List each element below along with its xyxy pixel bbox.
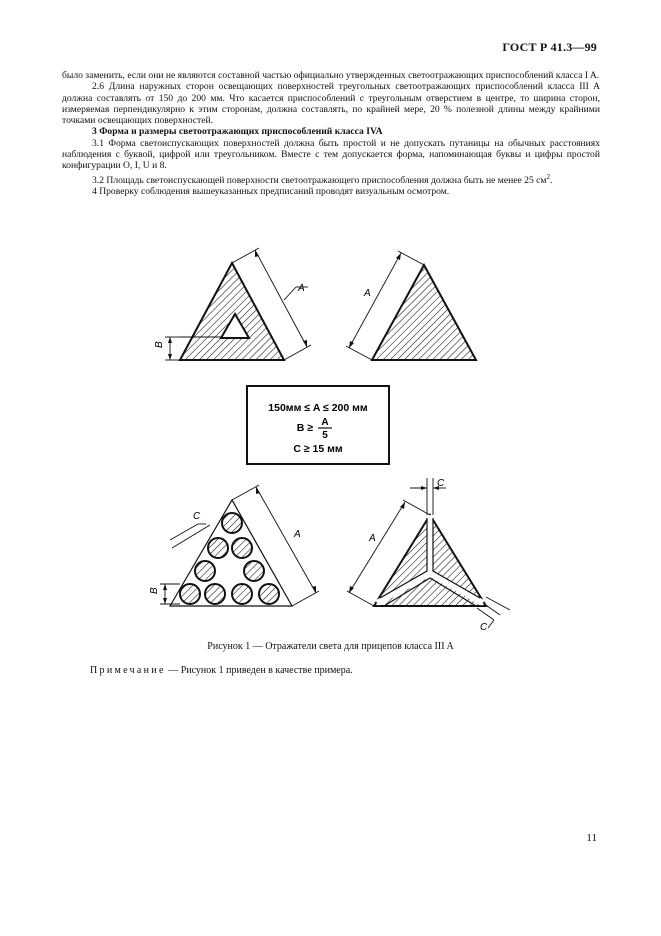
dimension-label-a-4: A: [369, 533, 376, 544]
document-header: ГОСТ Р 41.3—99: [502, 40, 597, 54]
figure-1: [0, 238, 661, 638]
dimension-label-c-2: C: [437, 478, 445, 489]
paragraph-2-6: 2.6 Длина наружных сторон освещающих поверхностей треугольных светоотражающих приспособлений класса III A должна составлять от 150 до 200 мм. Что касается приспособлений с треугольным отверстием в центре, то ширина сторон, измеряемая перпендикулярно к этим сторонам, должна составлять, по крайней мере, 20 % полезной длины между крайними точками освещающих поверхностей.: [62, 81, 600, 127]
triangle-reflector-solid: [346, 251, 476, 360]
dimension-label-c-1: C: [193, 511, 201, 522]
triangle-reflector-segmented: [347, 478, 510, 628]
note: [90, 665, 353, 676]
dimension-label-a-1: A: [298, 283, 305, 294]
paragraph-3-2-text: 3.2 Площадь светоиспускающей поверхности светоотражающего приспособления должна быть не менее 25 см: [92, 174, 547, 186]
dimension-label-c-3: C: [480, 622, 488, 633]
dimension-formula-box: [247, 386, 389, 464]
triangle-reflector-circles: [160, 485, 319, 606]
formula-b-numerator: A: [321, 417, 329, 428]
paragraph-3-1: 3.1 Форма светоиспускающих поверхностей должна быть простой и не допускать путаницы на обычных расстояниях наблюдения с буквой, цифрой или треугольником. Вместе с тем допускается форма, напоминающая буквы и цифры простой конфигурации O, I, U и 8.: [62, 137, 600, 172]
paragraph-4: 4 Проверку соблюдения вышеуказанных предписаний проводят визуальным осмотром.: [92, 186, 450, 198]
triangle-reflector-with-opening: [165, 248, 311, 360]
formula-b-denominator: 5: [322, 430, 328, 441]
dimension-label-a-3: A: [294, 529, 301, 540]
section-heading: 3 Форма и размеры светоотражающих приспособлений класса IVA: [92, 126, 383, 138]
paragraph-3-2: [62, 172, 600, 186]
paragraph-continuation: было заменить, если они не являются составной частью официально утвержденных светоотражающих приспособлений класса I A.: [62, 70, 600, 81]
formula-c-min: C ≥ 15 мм: [293, 443, 343, 455]
note-label: Примечание: [90, 665, 166, 676]
superscript-2: 2: [546, 172, 551, 181]
formula-b-lhs: B ≥: [296, 422, 313, 434]
dimension-label-b-1: B: [154, 341, 165, 348]
dimension-label-a-2: A: [364, 288, 371, 299]
paragraph-3-2-end: .: [550, 174, 553, 186]
page-number: 11: [586, 832, 597, 844]
figure-caption: Рисунок 1 — Отражатели света для прицепов класса III A: [207, 641, 454, 652]
formula-a-range: 150мм ≤ A ≤ 200 мм: [268, 402, 368, 414]
body-text: [62, 70, 600, 197]
note-text: — Рисунок 1 приведен в качестве примера.: [168, 665, 353, 676]
dimension-label-b-2: B: [149, 587, 160, 594]
